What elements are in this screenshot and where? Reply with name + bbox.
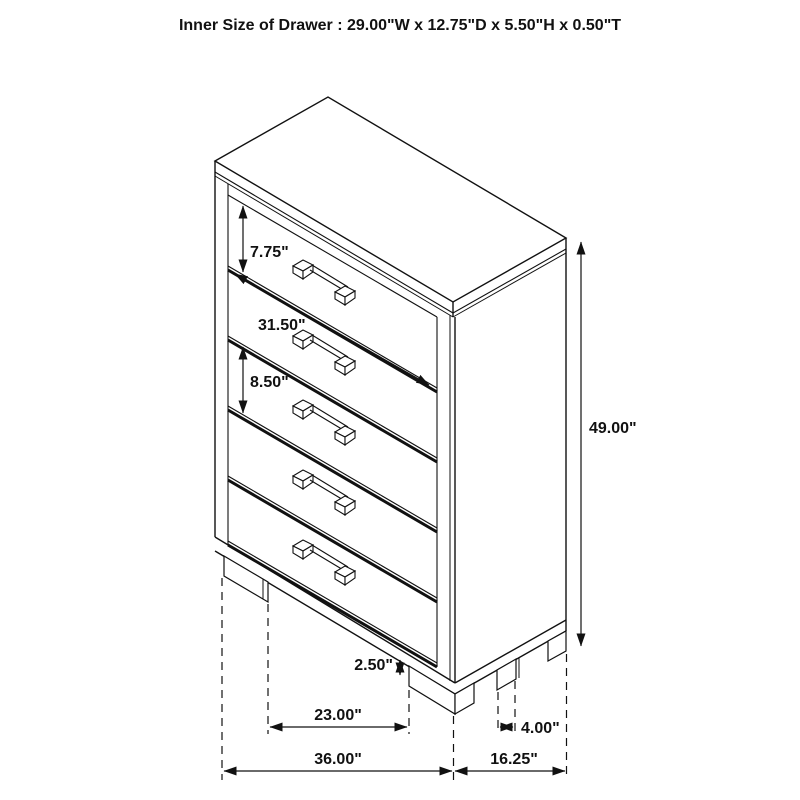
back-right-foot bbox=[548, 631, 566, 661]
dimension-foot-height bbox=[354, 657, 400, 675]
dimension-overall-depth bbox=[455, 751, 565, 771]
side-middle-foot bbox=[497, 659, 516, 690]
dimension-label: 16.25" bbox=[490, 751, 538, 768]
dimension-overall-width bbox=[224, 751, 452, 771]
dimension-overall-height bbox=[581, 242, 637, 646]
drawer-handle bbox=[293, 400, 355, 445]
drawer-handle bbox=[293, 260, 355, 305]
dimension-label: 31.50" bbox=[258, 317, 306, 334]
dimension-label: 2.50" bbox=[354, 657, 393, 674]
dimension-label: 36.00" bbox=[314, 751, 362, 768]
dimension-side-foot-width bbox=[500, 720, 560, 737]
diagram-title: Inner Size of Drawer : 29.00"W x 12.75"D x 5.50"H x 0.50"T bbox=[178, 17, 622, 34]
dimension-lower-drawer-height bbox=[243, 347, 289, 413]
dimension-drawer-front-width bbox=[235, 274, 429, 385]
dimension-label: 7.75" bbox=[250, 244, 289, 261]
dimension-label: 8.50" bbox=[250, 374, 289, 391]
dimension-label: 23.00" bbox=[314, 707, 362, 724]
feet bbox=[224, 556, 566, 714]
drawer-handle bbox=[293, 470, 355, 515]
dimension-front-feet-spacing bbox=[270, 707, 407, 727]
front-right-foot-side bbox=[455, 683, 474, 714]
drawer-handle bbox=[293, 540, 355, 585]
front-right-foot bbox=[409, 666, 455, 714]
top-face bbox=[215, 97, 566, 317]
dimension-label: 49.00" bbox=[589, 420, 637, 437]
dimension-label: 4.00" bbox=[521, 720, 560, 737]
